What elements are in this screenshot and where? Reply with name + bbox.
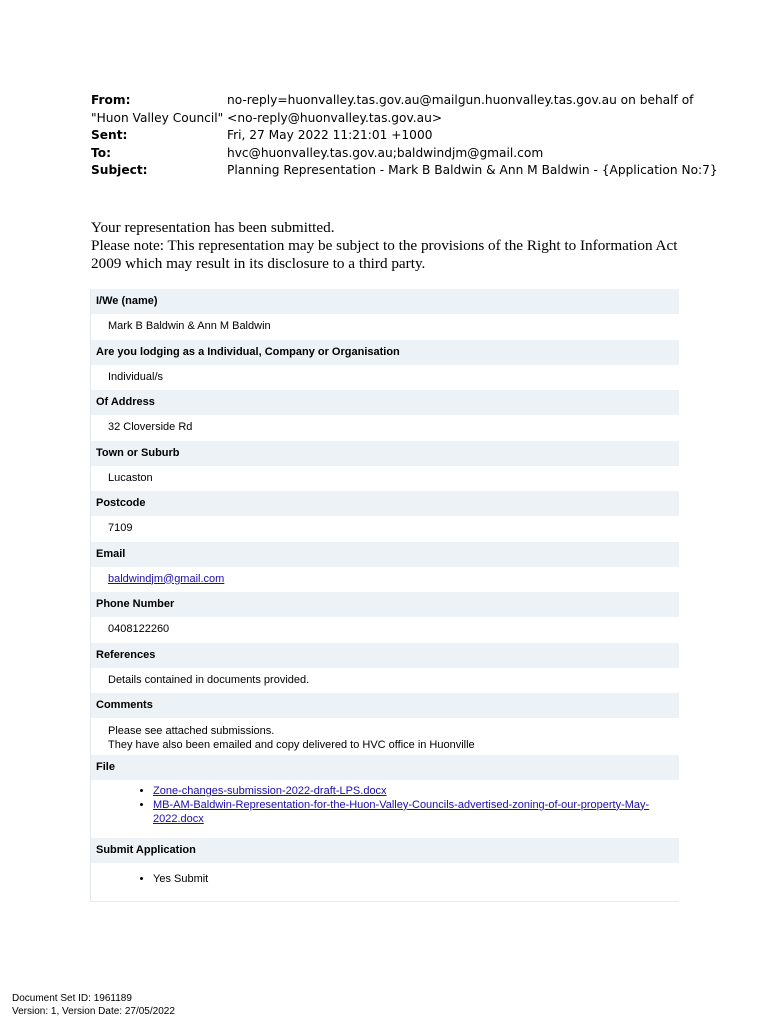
comments-line-1: Please see attached submissions. [108, 725, 275, 737]
notice-line-2: Please note: This representation may be subject to the provisions of the Right to Information Act [91, 236, 678, 254]
file-link-zone-changes[interactable]: Zone-changes-submission-2022-draft-LPS.docx [153, 785, 387, 797]
subject-value: Planning Representation - Mark B Baldwin & Ann M Baldwin - {Application No:7} [227, 163, 718, 178]
from-row [91, 92, 694, 110]
notice-line-1: Your representation has been submitted. [91, 219, 335, 236]
file-list [91, 780, 679, 838]
from-value: no-reply=huonvalley.tas.gov.au@mailgun.huonvalley.tas.gov.au on behalf of [227, 93, 694, 107]
sent-value: Fri, 27 May 2022 11:21:01 +1000 [227, 128, 433, 143]
to-label: To: [91, 145, 111, 160]
name-value: Mark B Baldwin & Ann M Baldwin [108, 320, 271, 332]
from-label: From: [91, 93, 131, 107]
file-link-representation[interactable]: MB-AM-Baldwin-Representation-for-the-Huon-Valley-Councils-advertised-zoning-of-our-property-May-2022.docx [153, 798, 650, 825]
email-link[interactable]: baldwindjm@gmail.com [108, 572, 225, 585]
file-label: File [91, 755, 679, 780]
comments-label: Comments [91, 693, 679, 718]
submit-application-list [91, 863, 679, 901]
to-row [91, 145, 691, 163]
subject-row [91, 162, 718, 180]
document-set-id: Document Set ID: 1961189 [12, 993, 132, 1004]
town-label: Town or Suburb [91, 441, 679, 466]
address-value: 32 Cloverside Rd [108, 421, 193, 433]
submit-application-label: Submit Application [91, 838, 679, 863]
phone-label: Phone Number [91, 592, 679, 617]
town-value: Lucaston [108, 471, 153, 484]
phone-value: 0408122260 [108, 623, 170, 635]
email-value-row [91, 567, 679, 593]
lodging-type-value: Individual/s [108, 370, 164, 383]
postcode-label: Postcode [91, 491, 679, 516]
subject-label: Subject: [91, 163, 148, 178]
submission-notice [91, 219, 691, 272]
references-label: References [91, 643, 679, 668]
file-item [153, 785, 659, 799]
name-label: I/We (name) [91, 289, 679, 314]
comments-value [91, 718, 679, 755]
address-label: Of Address [91, 390, 679, 415]
references-value: Details contained in documents provided. [108, 673, 310, 686]
document-footer [12, 993, 175, 1018]
from-value-continued: "Huon Valley Council" <no-reply@huonvalley.tas.gov.au> [91, 110, 443, 125]
document-version: Version: 1, Version Date: 27/05/2022 [12, 1005, 175, 1017]
to-value: hvc@huonvalley.tas.gov.au;baldwindjm@gmail.com [227, 145, 544, 160]
notice-line-3: 2009 which may result in its disclosure to a third party. [91, 254, 426, 272]
file-item [153, 799, 659, 827]
lodging-type-label: Are you lodging as a Individual, Company or Organisation [91, 340, 679, 365]
sent-label: Sent: [91, 128, 128, 143]
email-label: Email [91, 542, 679, 567]
comments-line-2: They have also been emailed and copy delivered to HVC office in Huonville [108, 739, 475, 751]
from-row-continued [91, 110, 691, 128]
email-header [91, 92, 718, 180]
postcode-value: 7109 [108, 522, 133, 534]
sent-row [91, 127, 691, 145]
submit-application-value: • Yes Submit [153, 872, 679, 886]
representation-form [90, 289, 679, 902]
